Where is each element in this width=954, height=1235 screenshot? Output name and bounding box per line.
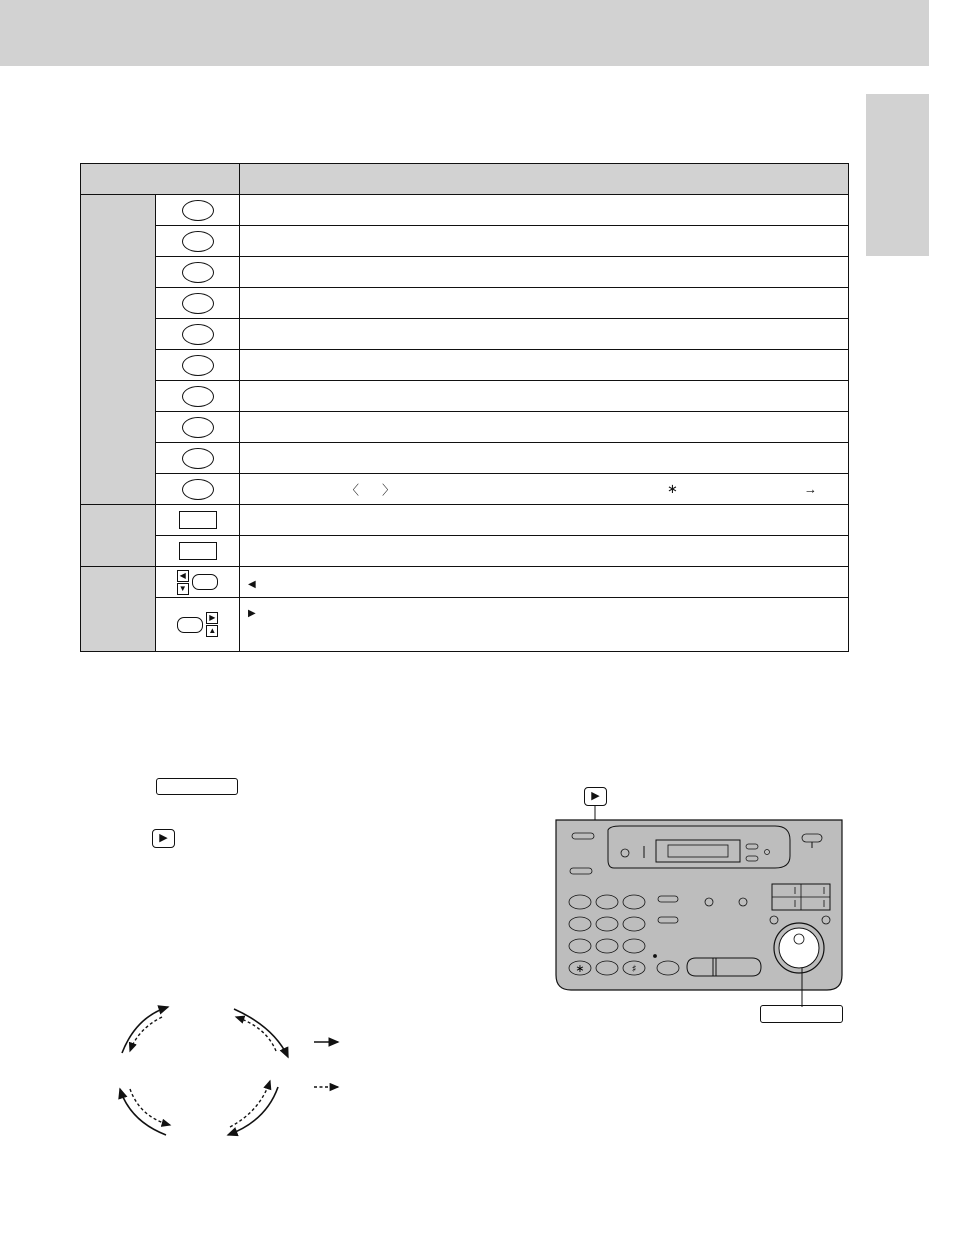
row-description [240, 412, 849, 443]
row-description [240, 474, 849, 505]
table-row [81, 505, 849, 536]
cycle-arrow-solid [122, 1007, 168, 1053]
table-row [81, 257, 849, 288]
section-tab [866, 94, 929, 256]
group-nav-keys [81, 567, 156, 652]
nav-down-icon: ▼ [177, 583, 189, 595]
row-description [240, 226, 849, 257]
round-key-icon [182, 386, 214, 407]
cycle-arrow-dotted [236, 1017, 276, 1051]
device-panel-illustration [550, 800, 850, 1025]
left-angle-glyph: 〈 [346, 482, 360, 498]
row-description [240, 536, 849, 567]
table-row [81, 474, 849, 505]
row-description [240, 288, 849, 319]
arrow-glyph: → [804, 481, 817, 497]
row-description [240, 319, 849, 350]
round-key-icon [182, 479, 214, 500]
round-key-icon [182, 293, 214, 314]
key-function-table [80, 163, 849, 652]
cycle-arrow-dotted [230, 1081, 270, 1127]
rect-key-icon [179, 511, 217, 529]
round-key-icon [182, 355, 214, 376]
cycle-arrow-solid [228, 1087, 278, 1135]
round-key-icon [182, 231, 214, 252]
left-triangle-glyph: ◀ [248, 578, 256, 590]
cycle-arrow-dotted [130, 1089, 170, 1125]
table-row [81, 412, 849, 443]
header-function-cell [240, 164, 849, 195]
group-rect-keys [81, 505, 156, 567]
keypad-star-label: ∗ [575, 962, 585, 975]
rect-key-icon [179, 542, 217, 560]
row-description [240, 505, 849, 536]
nav-right-icon: ▶ [206, 612, 218, 624]
round-key-icon [182, 200, 214, 221]
nav-key-icon [192, 574, 218, 590]
round-key-icon [182, 417, 214, 438]
row-description [240, 598, 849, 652]
table-row [81, 226, 849, 257]
panel-play-key-callout: ▶ [584, 787, 607, 806]
keypad-hash-label: ♯ [631, 964, 637, 975]
row-description [240, 350, 849, 381]
row-description [240, 567, 849, 598]
cycle-diagram [110, 995, 360, 1145]
table-row [81, 350, 849, 381]
table-row [81, 443, 849, 474]
function-key-label [156, 778, 238, 795]
header-band [0, 0, 929, 66]
table-row [81, 319, 849, 350]
round-key-icon [182, 448, 214, 469]
table-row [81, 598, 849, 652]
nav-left-icon: ◀ [177, 570, 189, 582]
nav-up-icon: ▲ [206, 625, 218, 637]
right-angle-glyph: 〉 [382, 482, 396, 498]
table-header-row [81, 164, 849, 195]
row-description [240, 381, 849, 412]
cycle-arrow-dotted [130, 1017, 162, 1051]
right-triangle-glyph: ▶ [248, 608, 256, 619]
round-key-icon [182, 324, 214, 345]
asterisk-glyph: ∗ [667, 481, 678, 496]
group-station-keys [81, 195, 156, 505]
table-row [81, 536, 849, 567]
play-key-icon: ▶ [152, 829, 175, 848]
table-row [81, 288, 849, 319]
row-description [240, 257, 849, 288]
table-row [81, 195, 849, 226]
header-key-cell [81, 164, 240, 195]
cycle-arrow-solid [120, 1089, 166, 1135]
row-description [240, 443, 849, 474]
table-row [81, 567, 849, 598]
dial-callout-label [760, 1005, 843, 1023]
cycle-arrow-solid [234, 1009, 288, 1057]
nav-key-icon [177, 617, 203, 633]
table-row [81, 381, 849, 412]
round-key-icon [182, 262, 214, 283]
row-description [240, 195, 849, 226]
